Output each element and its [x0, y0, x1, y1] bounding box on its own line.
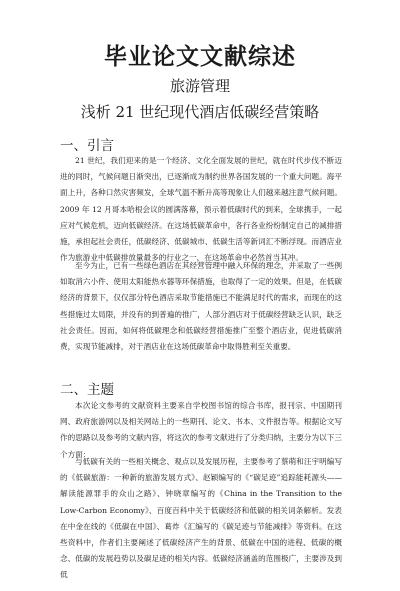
- theme-paragraph-2: 与低碳有关的一些相关概念、观点以及发展历程，主要参考了蔡萌和汪宇明编写的《低碳旅游：一种新的旅游发展方式》、赵颖编写的《“碳足迹”追踪能耗源头——解读能源罪手的众山之路》、钟晓章编写的《China in the Transition to the Low-Carbon Economy》、百度百科中关于低碳经济和低碳的相关词条解析。发表在中金在线的《低碳在中国》、葛炸《汇编写的《碳足迹与节能减排》等资料。在这些资料中，作者们主要阐述了低碳经济产生的背景、低碳在中国的进程、低碳的概念、低碳的发展趋势以及碳足迹的相关内容。低碳经济涵盖的范围极广，主要涉及到低: [60, 457, 342, 580]
- theme-paragraph-1: 本次论文参考的文献资料主要来自学校图书馆的综合书库，报刊宗、中国期刊网、政府旅游网以及相关网站上的一些期刊、论文、书本、文件报告等。根据论文写作的思路以及参考的文献内容，将这次的参考文献进行了分类归纳，主要分为以下三个方面：: [60, 401, 342, 459]
- section-heading-introduction: 一、引言: [60, 138, 114, 154]
- thesis-topic: 浅析 21 世纪现代酒店低碳经营策略: [80, 103, 320, 121]
- section-heading-theme: 二、主题: [60, 382, 114, 398]
- document-title: 毕业论文文献综述: [104, 43, 296, 70]
- introduction-paragraph-2: 至今为止，已有一些绿色酒店在其经营管理中融入环保的理念，并采取了一些例如取消六小件、使用太阳能热水器等环保措施，也取得了一定的效果。但是，在低碳经济的背景下，仅仅部分特色酒店采取节能措施已不能满足时代的需求，而现在的这些措施过太局限，并没有的到普遍的推广，人部分酒店对于低碳经营缺乏认识，缺乏社会责任。因而，如何将低碳理念和低碳经营措施推广至整个酒店业，促进低碳消费，实现节能减排，对于酒店业在这场低碳革命中取得胜利至关重要。: [60, 261, 342, 352]
- introduction-paragraph-1: 21 世纪，我们迎来的是一个经济、文化全面发展的世纪，就在时代步伐不断迈进的同时，气候问题日渐突出，已逐渐成为制约世界各国发展的一个重大问题。海平面上升，各种口然灾害频发，全球气温不断升高等现象让人们越来越注意气候问题。2009 年 12 月哥本哈根会议的圆满落幕，预示着低碳时代的到来，全球携手，一起应对气候危机，迈向低碳经济。在这场低碳革命中，各行各业纷纷制定自己的减排措施，承担起社会责任，低碳经济、低碳城市、低碳生活等新词汇不断浮现。而酒店业作为旅游业中低碳排放量最多的行业之一，在这场革命中必然首当其冲。: [60, 156, 342, 263]
- document-subtitle: 旅游管理: [169, 77, 230, 95]
